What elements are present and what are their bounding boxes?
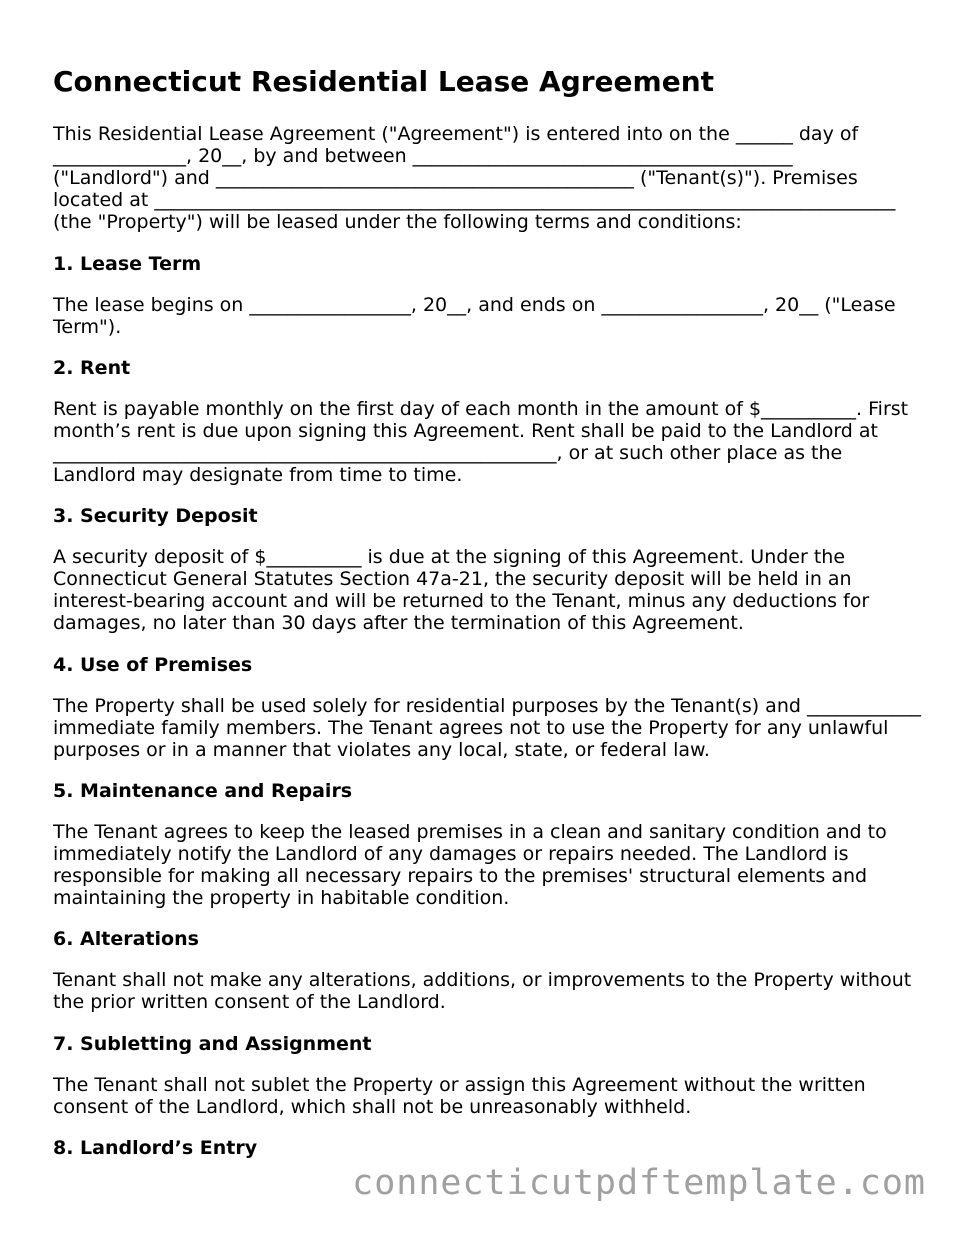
paragraph-line: consent of the Landlord, which shall not be unreasonably withheld. [53,1096,692,1118]
paragraph-line: A security deposit of $__________ is due at the signing of this Agreement. Under the [53,546,846,568]
section-heading-rent: 2. Rent [53,357,131,379]
intro-line: (the "Property") will be leased under the following terms and conditions: [53,211,742,233]
paragraph-line: Rent is payable monthly on the first day of each month in the amount of $__________. First [53,398,909,420]
paragraph-line: The Property shall be used solely for residential purposes by the Tenant(s) and ____________ [53,695,921,717]
section-heading-use-of-premises: 4. Use of Premises [53,654,253,676]
paragraph-line: Connecticut General Statutes Section 47a-21, the security deposit will be held in an [53,568,852,590]
paragraph-line: interest-bearing account and will be returned to the Tenant, minus any deductions for [53,590,870,612]
paragraph-line: Tenant shall not make any alterations, additions, or improvements to the Property without [53,969,912,991]
intro-line: located at ______________________________________________________________________________ [53,189,896,211]
intro-line: ______________, 20__, by and between ________________________________________ [53,145,793,167]
section-heading-lease-term: 1. Lease Term [53,253,202,275]
paragraph-line: immediately notify the Landlord of any damages or repairs needed. The Landlord is [53,843,849,865]
paragraph-line: _____________________________________________________, or at such other place as the [53,442,843,464]
section-heading-landlords-entry: 8. Landlord’s Entry [53,1137,258,1159]
section-heading-alterations: 6. Alterations [53,928,199,950]
paragraph-line: The lease begins on _________________, 20__, and ends on _________________, 20__ ("Lease [53,294,896,316]
paragraph-line: The Tenant agrees to keep the leased premises in a clean and sanitary condition and to [53,821,887,843]
paragraph-line: immediate family members. The Tenant agrees not to use the Property for any unlawful [53,717,889,739]
paragraph-line: month’s rent is due upon signing this Agreement. Rent shall be paid to the Landlord at [53,420,878,442]
section-heading-subletting: 7. Subletting and Assignment [53,1033,372,1055]
paragraph-line: purposes or in a manner that violates any local, state, or federal law. [53,739,710,761]
paragraph-line: the prior written consent of the Landlord. [53,991,446,1013]
paragraph-line: Landlord may designate from time to time. [53,464,463,486]
paragraph-line: responsible for making all necessary repairs to the premises' structural elements and [53,865,868,887]
section-heading-security-deposit: 3. Security Deposit [53,505,258,527]
paragraph-line: Term"). [53,316,122,338]
watermark: connecticutpdftemplate.com [352,1163,926,1203]
paragraph-line: maintaining the property in habitable condition. [53,887,510,909]
paragraph-line: damages, no later than 30 days after the termination of this Agreement. [53,612,744,634]
document-title: Connecticut Residential Lease Agreement [53,65,715,98]
intro-line: This Residential Lease Agreement ("Agreement") is entered into on the ______ day of [53,123,859,145]
intro-line: ("Landlord") and ____________________________________________ ("Tenant(s)"). Premises [53,167,858,189]
section-heading-maintenance: 5. Maintenance and Repairs [53,780,353,802]
paragraph-line: The Tenant shall not sublet the Property or assign this Agreement without the written [53,1074,866,1096]
